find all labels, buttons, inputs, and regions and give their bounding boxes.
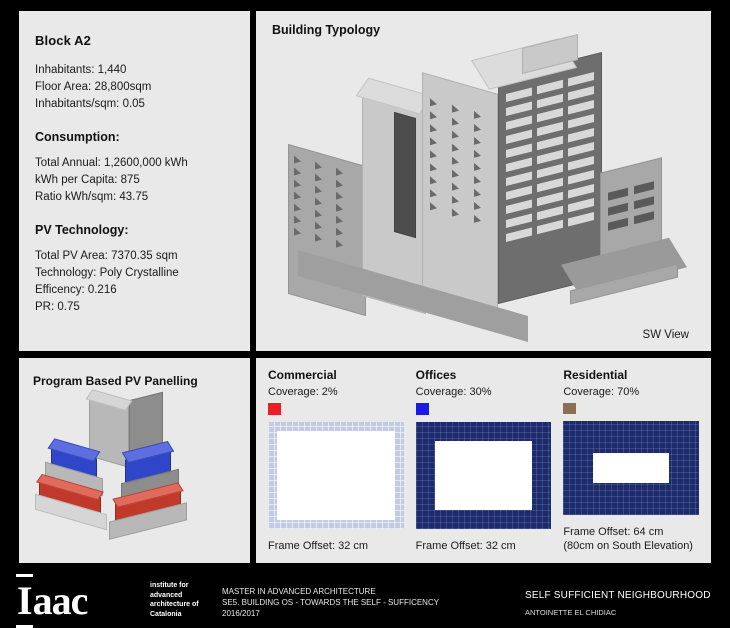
residential-frame-offset-line2: (80cm on South Elevation) (563, 540, 693, 552)
footer (10, 572, 720, 628)
window (537, 164, 563, 178)
window (315, 162, 322, 172)
view-label: SW View (642, 329, 689, 341)
window (537, 108, 563, 122)
window (315, 174, 322, 184)
stat-total-annual: Total Annual: 1,2600,000 kWh (35, 157, 188, 169)
window (474, 111, 481, 121)
window (430, 137, 437, 147)
massing-central-windows (430, 98, 491, 229)
commercial-frame-offset: Frame Offset: 32 cm (268, 540, 369, 552)
window (506, 185, 532, 199)
window (506, 199, 532, 213)
window (568, 156, 594, 170)
window (315, 210, 322, 220)
project-title: SELF SUFFICIENT NEIGHBOURHOOD (525, 590, 711, 601)
stat-inhabitants-per-sqm: Inhabitants/sqm: 0.05 (35, 98, 145, 110)
residential-coverage: Coverage: 70% (563, 386, 640, 398)
window (506, 171, 532, 185)
window (537, 206, 563, 220)
offices-coverage: Coverage: 30% (415, 386, 492, 398)
commercial-coverage: Coverage: 2% (268, 386, 338, 398)
massing-dark-slot (394, 112, 416, 238)
iaac-logo-subtitle: institute for advanced architecture of Catalonia (150, 582, 199, 618)
window (315, 186, 322, 196)
window (474, 215, 481, 225)
window (452, 131, 459, 141)
commercial-elevation-diagram (268, 422, 404, 529)
window (336, 168, 343, 178)
window (452, 118, 459, 128)
window (474, 202, 481, 212)
building-massing-render (270, 37, 698, 337)
window (315, 222, 322, 232)
consumption-heading: Consumption: (35, 130, 120, 144)
block-title: Block A2 (35, 33, 91, 48)
residential-frame-offset-line1: Frame Offset: 64 cm (563, 526, 664, 538)
window (430, 189, 437, 199)
window (537, 94, 563, 108)
course-info (222, 586, 439, 619)
course-seminar: SE5. BUILDING OS - TOWARDS THE SELF - SUFFICENCY (222, 598, 440, 607)
window (506, 101, 532, 115)
window (506, 213, 532, 227)
window (474, 150, 481, 160)
panelling-column-offices (416, 368, 552, 553)
window (474, 124, 481, 134)
iaac-logo (16, 574, 87, 628)
residential-title: Residential (563, 368, 628, 382)
window (452, 144, 459, 154)
window (537, 136, 563, 150)
window (430, 124, 437, 134)
window (430, 98, 437, 108)
window (430, 176, 437, 186)
window (474, 176, 481, 186)
window (608, 203, 628, 216)
window (506, 157, 532, 171)
panelling-columns (268, 368, 699, 553)
window (568, 128, 594, 142)
stat-inhabitants: Inhabitants: 1,440 (35, 64, 127, 76)
offices-title: Offices (415, 368, 457, 382)
residential-color-swatch (563, 403, 576, 414)
course-year: 2016/2017 (222, 609, 260, 618)
stat-ratio-kwh-sqm: Ratio kWh/sqm: 43.75 (35, 191, 149, 203)
window (336, 216, 343, 226)
commercial-elevation-opening (277, 431, 395, 520)
window (452, 157, 459, 167)
author-name: ANTOINETTE EL CHIDIAC (525, 608, 617, 617)
window (336, 192, 343, 202)
window (336, 228, 343, 238)
panelling-column-residential (563, 368, 699, 553)
program-based-pv-panel (19, 358, 250, 563)
window (294, 228, 301, 238)
pv-panelling-render (29, 392, 241, 550)
offices-elevation-opening (435, 441, 533, 510)
window (430, 202, 437, 212)
window (537, 178, 563, 192)
window (537, 122, 563, 136)
window (430, 150, 437, 160)
window (294, 216, 301, 226)
window (474, 137, 481, 147)
residential-frame-offset (563, 525, 699, 553)
stat-floor-area: Floor Area: 28,800sqm (35, 81, 152, 93)
window (294, 204, 301, 214)
window (452, 209, 459, 219)
residential-elevation-opening (593, 453, 669, 483)
window (430, 163, 437, 173)
window (568, 170, 594, 184)
window (294, 168, 301, 178)
building-typology-panel (256, 11, 711, 351)
window (452, 196, 459, 206)
window (452, 105, 459, 115)
window (537, 192, 563, 206)
window (634, 196, 654, 209)
window (452, 183, 459, 193)
window (568, 100, 594, 114)
window (537, 150, 563, 164)
stat-technology: Technology: Poly Crystalline (35, 267, 179, 279)
window (294, 180, 301, 190)
offices-elevation-diagram (416, 422, 552, 529)
window (315, 234, 322, 244)
window (336, 180, 343, 190)
pv-technology-heading: PV Technology: (35, 223, 129, 237)
commercial-color-swatch (268, 403, 281, 415)
residential-elevation-diagram (563, 421, 699, 515)
window (568, 86, 594, 100)
offices-color-swatch (416, 403, 429, 415)
typology-title: Building Typology (272, 23, 381, 37)
window (315, 198, 322, 208)
pv-panelling-legend-panel (256, 358, 711, 563)
commercial-title: Commercial (268, 368, 337, 382)
window (294, 156, 301, 166)
window (474, 163, 481, 173)
window (294, 192, 301, 202)
offices-frame-offset: Frame Offset: 32 cm (415, 540, 516, 552)
window (474, 189, 481, 199)
stat-kwh-per-capita: kWh per Capita: 875 (35, 174, 140, 186)
window (430, 111, 437, 121)
window (506, 143, 532, 157)
iaac-logo-text: aac (32, 578, 88, 623)
window (568, 142, 594, 156)
window (336, 204, 343, 214)
window (452, 170, 459, 180)
window (568, 198, 594, 212)
window (506, 115, 532, 129)
window (336, 240, 343, 250)
pv-panel-title: Program Based PV Panelling (33, 374, 198, 388)
window (506, 129, 532, 143)
panelling-column-commercial (268, 368, 404, 553)
window (568, 184, 594, 198)
stat-total-pv-area: Total PV Area: 7370.35 sqm (35, 250, 178, 262)
block-stats-panel (19, 11, 250, 351)
window (568, 114, 594, 128)
board-content (10, 8, 720, 568)
course-program: MASTER IN ADVANCED ARCHITECTURE (222, 587, 376, 596)
stat-efficiency: Efficency: 0.216 (35, 284, 117, 296)
stat-pr: PR: 0.75 (35, 301, 80, 313)
iaac-logo-initial: I (16, 574, 33, 628)
massing-main-facade-windows (506, 72, 594, 242)
